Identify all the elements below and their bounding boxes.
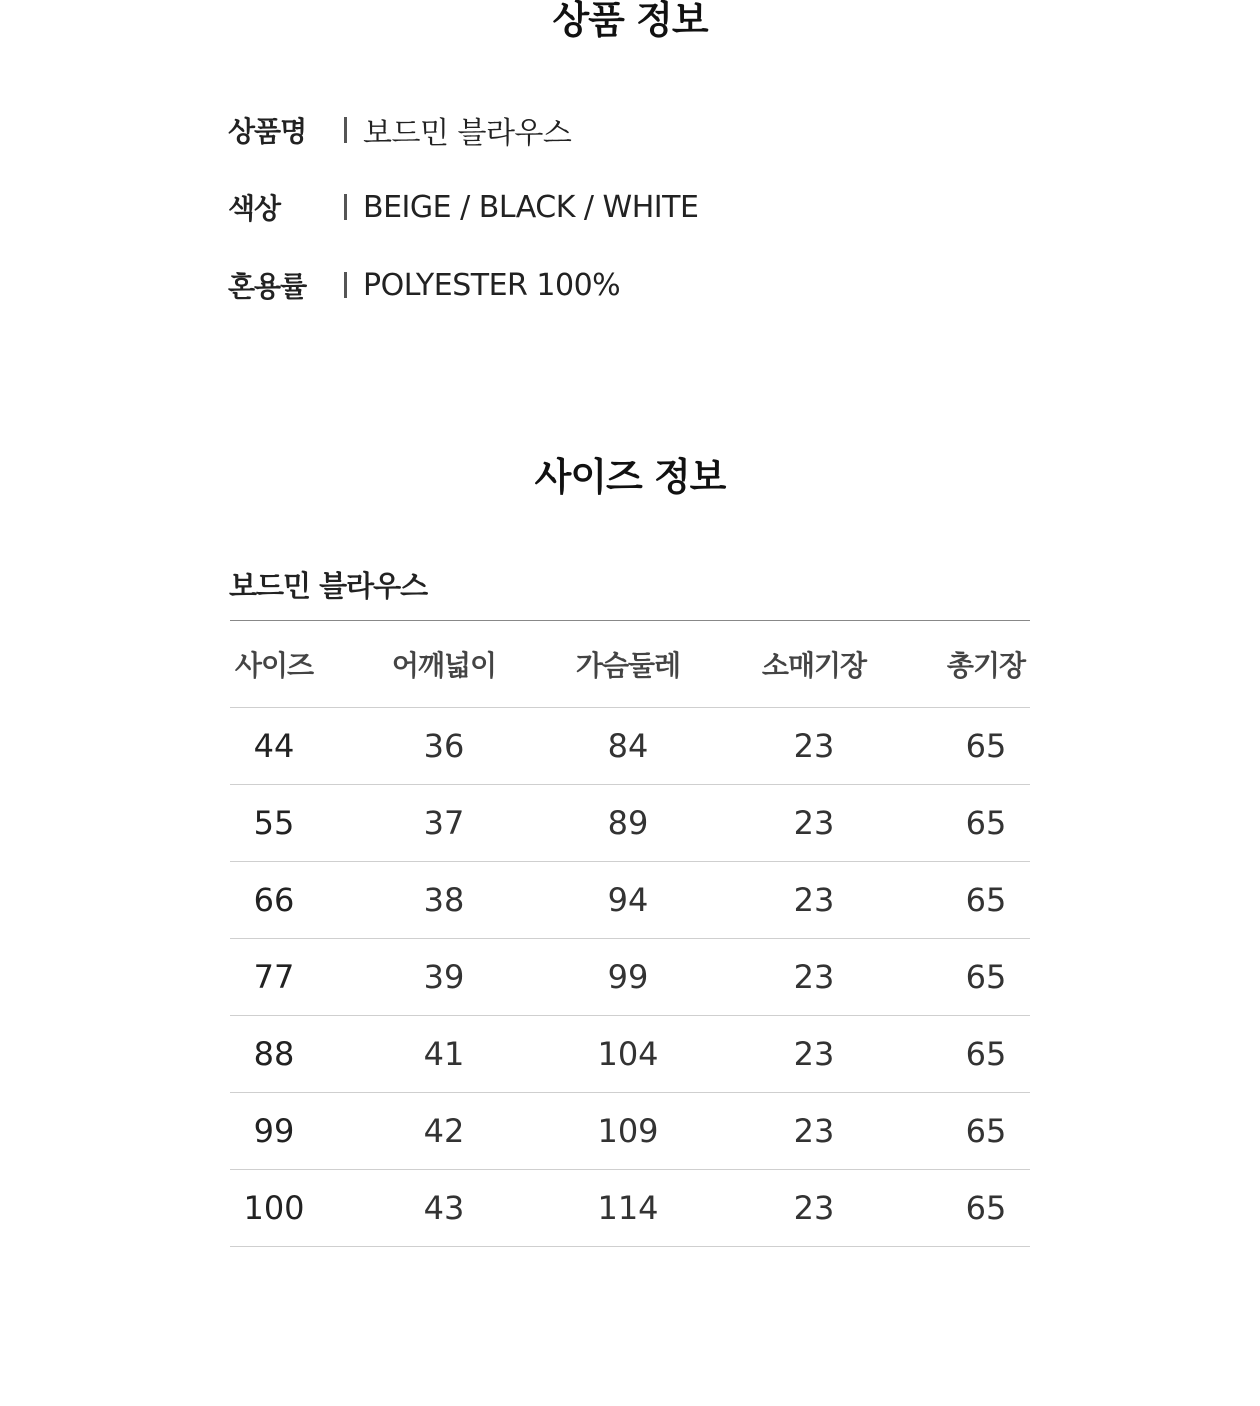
table-cell: 23 — [793, 1035, 835, 1073]
divider-bar — [344, 194, 347, 220]
table-cell: 23 — [793, 1112, 835, 1150]
table-row — [230, 1093, 1030, 1170]
table-cell: 104 — [597, 1035, 659, 1073]
table-row — [230, 708, 1030, 785]
size-table-product-name: 보드민 블라우스 — [229, 569, 428, 603]
table-cell: 23 — [793, 881, 835, 919]
product-info-title: 상품 정보 — [552, 0, 708, 42]
info-label: 혼용률 — [228, 270, 307, 303]
header-cell: 사이즈 — [234, 649, 314, 682]
table-cell: 23 — [793, 958, 835, 996]
table-cell: 55 — [253, 804, 295, 842]
table-cell: 94 — [607, 881, 649, 919]
table-cell: 42 — [423, 1112, 465, 1150]
table-cell: 23 — [793, 727, 835, 765]
divider-bar — [344, 272, 347, 298]
table-row — [230, 939, 1030, 1016]
table-cell: 65 — [965, 727, 1007, 765]
table-cell: 41 — [423, 1035, 465, 1073]
info-row-name — [228, 110, 571, 150]
info-row-material — [228, 265, 620, 305]
table-cell: 38 — [423, 881, 465, 919]
table-cell: 89 — [607, 804, 649, 842]
info-label: 상품명 — [228, 115, 307, 148]
table-cell: 65 — [965, 1035, 1007, 1073]
table-row — [230, 862, 1030, 939]
size-table-header — [230, 621, 1030, 708]
divider-bar — [344, 117, 347, 143]
table-cell: 23 — [793, 1189, 835, 1227]
table-cell: 65 — [965, 881, 1007, 919]
header-cell: 소매기장 — [761, 649, 867, 682]
table-cell: 23 — [793, 804, 835, 842]
info-row-color — [228, 187, 698, 227]
table-row — [230, 785, 1030, 862]
table-cell: 65 — [965, 958, 1007, 996]
table-row — [230, 1170, 1030, 1247]
table-cell: 37 — [423, 804, 465, 842]
table-cell: 77 — [253, 958, 295, 996]
size-info-title: 사이즈 정보 — [534, 455, 726, 499]
table-cell: 65 — [965, 1189, 1007, 1227]
size-table — [230, 620, 1030, 1247]
size-table-body — [230, 708, 1030, 1247]
table-cell: 65 — [965, 804, 1007, 842]
table-cell: 36 — [423, 727, 465, 765]
table-cell: 43 — [423, 1189, 465, 1227]
table-cell: 65 — [965, 1112, 1007, 1150]
header-cell: 총기장 — [946, 649, 1026, 682]
table-row — [230, 1016, 1030, 1093]
header-cell: 가슴둘레 — [575, 649, 681, 682]
header-cell: 어깨넓이 — [391, 649, 497, 682]
table-cell: 99 — [253, 1112, 295, 1150]
table-cell: 114 — [597, 1189, 659, 1227]
info-value: BEIGE / BLACK / WHITE — [363, 189, 699, 225]
table-cell: 84 — [607, 727, 649, 765]
table-cell: 44 — [253, 727, 295, 765]
table-cell: 39 — [423, 958, 465, 996]
table-cell: 88 — [253, 1035, 295, 1073]
table-cell: 66 — [253, 881, 295, 919]
table-cell: 99 — [607, 958, 649, 996]
table-cell: 109 — [597, 1112, 659, 1150]
info-value: POLYESTER 100% — [363, 267, 621, 303]
table-cell: 100 — [243, 1189, 305, 1227]
info-value: 보드민 블라우스 — [363, 116, 572, 151]
info-label: 색상 — [228, 192, 281, 225]
